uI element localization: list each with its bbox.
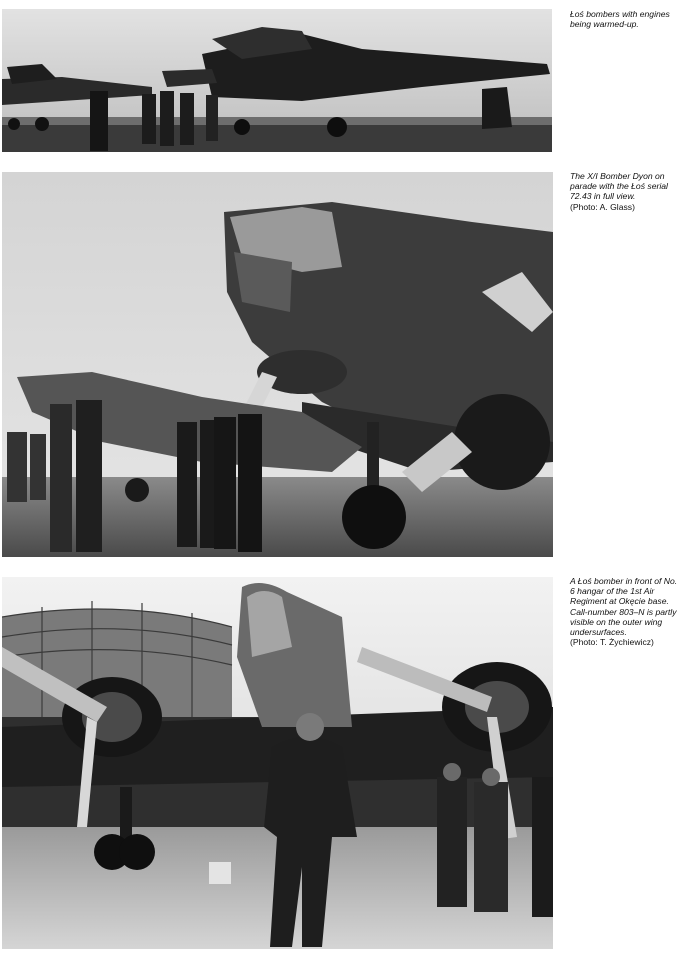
caption-photo1-line2: being warmed-up.: [570, 19, 639, 30]
caption-photo3-line3: Regiment at Okęcie base.: [570, 596, 669, 607]
caption-photo3-line6: undersurfaces.: [570, 627, 627, 638]
caption-photo2-credit: (Photo: A. Glass): [570, 201, 635, 212]
caption-photo3-credit: (Photo: T. Żychiewicz): [570, 637, 654, 648]
photo-bombers-warming-up: [2, 9, 552, 152]
photo-bomber-in-front-of-hangar: [2, 577, 553, 949]
caption-photo3: [570, 576, 696, 647]
caption-photo3-line1: A Łoś bomber in front of No.: [570, 576, 678, 586]
caption-photo2-line3: 72.43 in full view.: [570, 191, 636, 202]
caption-photo3-line4: Call-number 803–N is partly: [570, 606, 677, 617]
caption-photo3-line2: 6 hangar of the 1st Air: [570, 586, 655, 597]
caption-photo2: [570, 171, 692, 212]
photo-bomber-on-parade: [2, 172, 553, 557]
caption-photo3-line5: visible on the outer wing: [570, 616, 663, 627]
caption-photo1: [570, 9, 692, 29]
caption-photo2-line2: parade with the Łoś serial: [570, 181, 668, 192]
caption-photo1-line1: Łoś bombers with engines: [570, 9, 670, 19]
caption-photo2-line1: The X/I Bomber Dyon on: [570, 171, 665, 181]
